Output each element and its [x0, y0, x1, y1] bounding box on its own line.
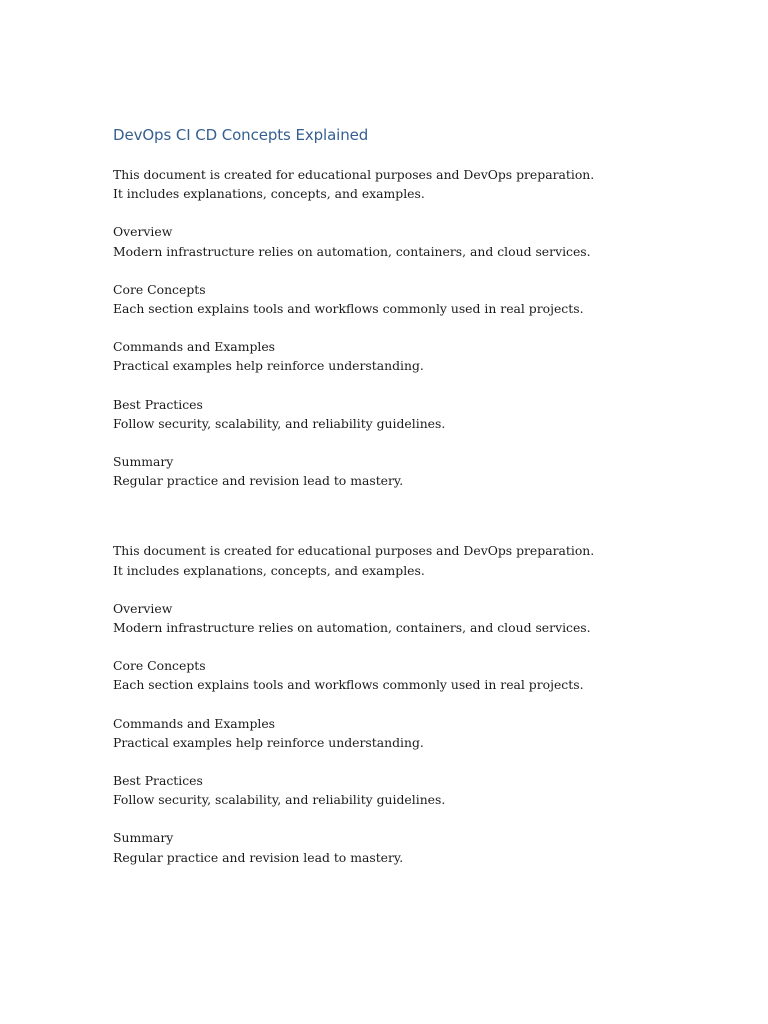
document-section-1 [113, 165, 713, 490]
section-heading-best-practices: Best Practices [113, 773, 203, 789]
section-text-core-concepts: Each section explains tools and workflows commonly used in real projects. [113, 301, 584, 317]
document-section-2 [113, 541, 713, 866]
section-heading-core-concepts: Core Concepts [113, 281, 206, 297]
section-text-commands: Practical examples help reinforce understanding. [113, 358, 424, 374]
section-text-summary: Regular practice and revision lead to mastery. [113, 849, 404, 865]
section-heading-core-concepts: Core Concepts [113, 658, 206, 674]
document-title: DevOps CI CD Concepts Explained [113, 126, 369, 144]
section-heading-commands: Commands and Examples [113, 339, 276, 355]
section-heading-overview: Overview [113, 600, 173, 616]
section-text-overview: Modern infrastructure relies on automation, containers, and cloud services. [113, 243, 591, 259]
section-heading-best-practices: Best Practices [113, 396, 203, 412]
document-content [113, 124, 713, 867]
intro-line-1: This document is created for educational purposes and DevOps preparation. [113, 167, 595, 182]
section-heading-commands: Commands and Examples [113, 715, 276, 731]
section-text-overview: Modern infrastructure relies on automation, containers, and cloud services. [113, 620, 591, 636]
section-text-commands: Practical examples help reinforce understanding. [113, 734, 424, 750]
section-heading-overview: Overview [113, 224, 173, 240]
section-text-best-practices: Follow security, scalability, and reliability guidelines. [113, 415, 446, 431]
intro-line-2: It includes explanations, concepts, and examples. [113, 562, 425, 578]
section-heading-summary: Summary [113, 830, 174, 846]
section-heading-summary: Summary [113, 454, 174, 470]
intro-line-2: It includes explanations, concepts, and examples. [113, 186, 425, 202]
section-text-core-concepts: Each section explains tools and workflows commonly used in real projects. [113, 677, 584, 693]
section-text-summary: Regular practice and revision lead to mastery. [113, 473, 404, 489]
intro-line-1: This document is created for educational purposes and DevOps preparation. [113, 543, 595, 559]
section-text-best-practices: Follow security, scalability, and reliability guidelines. [113, 792, 446, 808]
